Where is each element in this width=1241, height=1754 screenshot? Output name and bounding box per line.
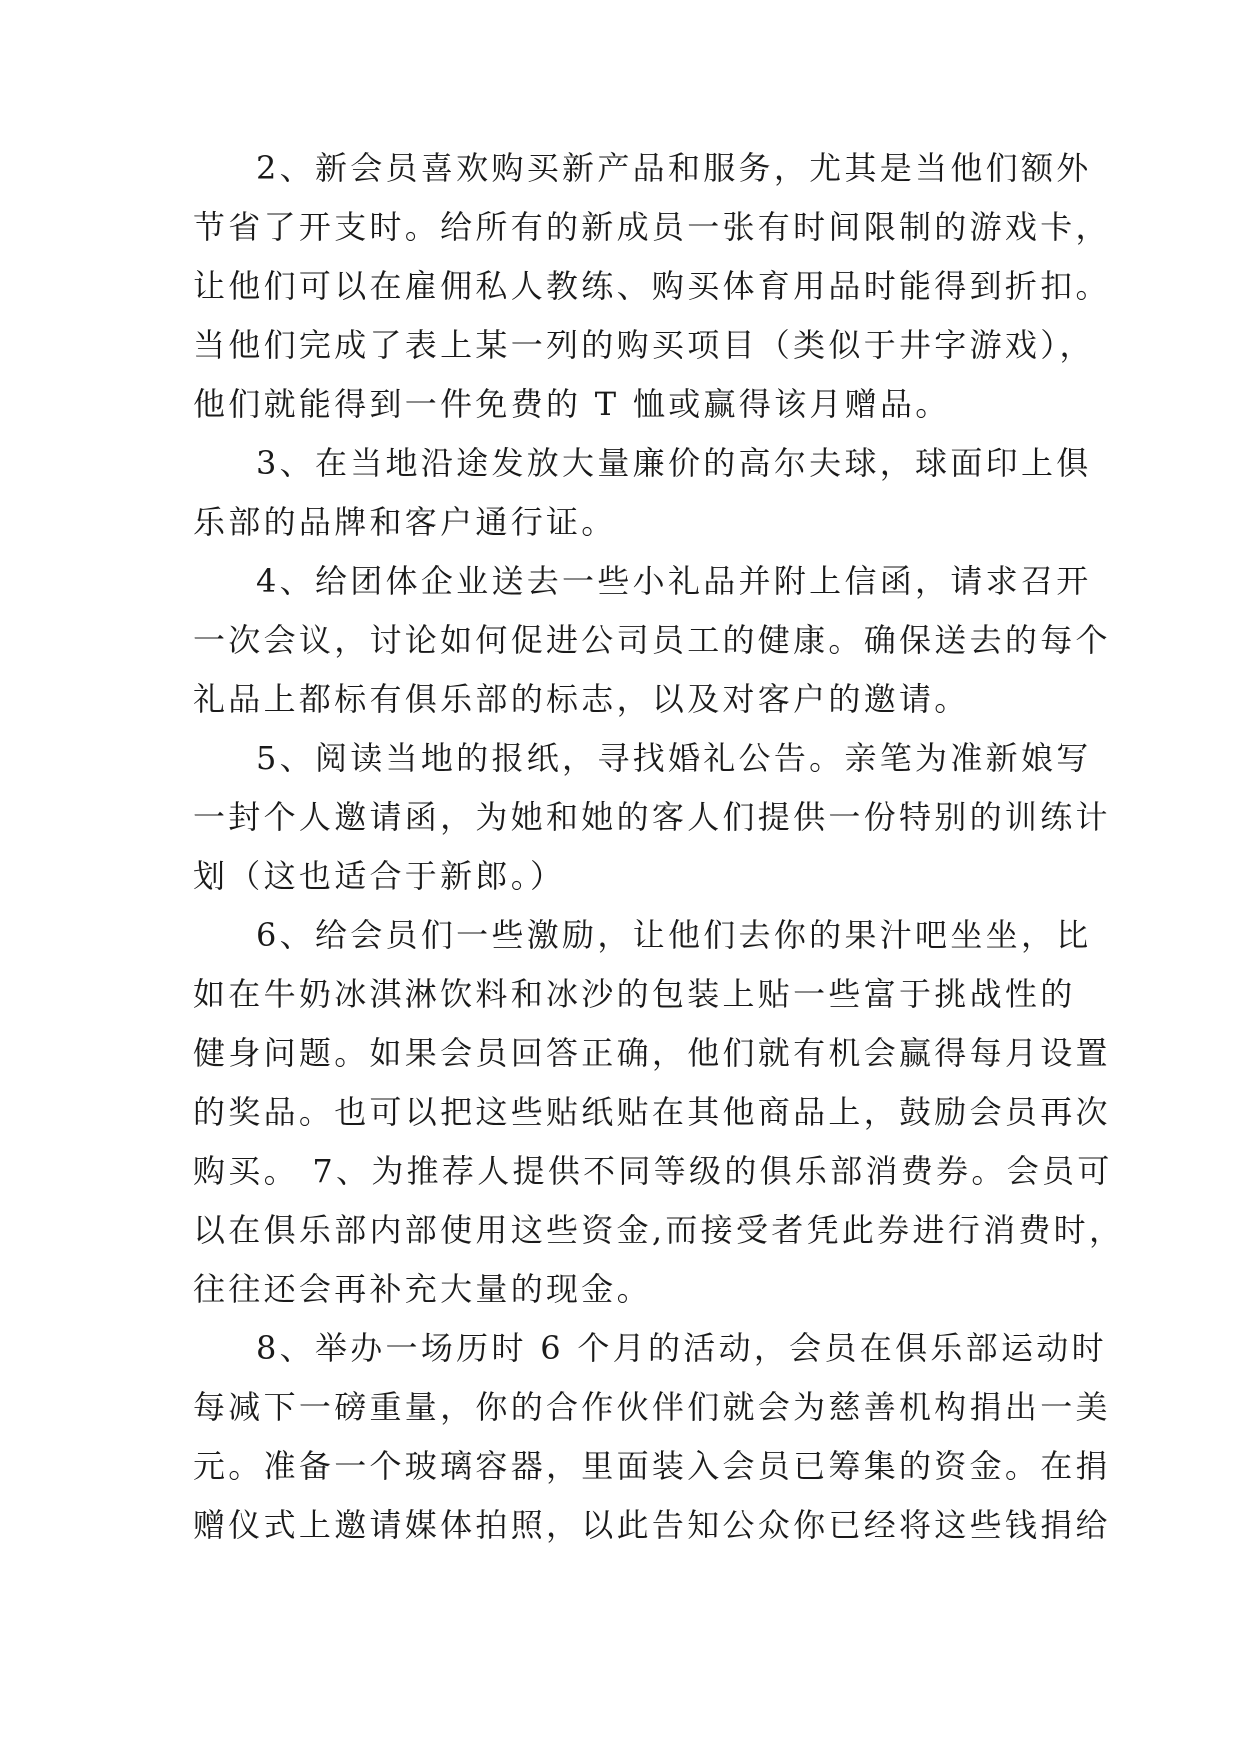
text-line: 他们就能得到一件免费的 T 恤或赢得该月赠品。 bbox=[193, 385, 951, 423]
text-line: 一封个人邀请函，为她和她的客人们提供一份特别的训练计 bbox=[193, 798, 1111, 836]
text-line: 当他们完成了表上某一列的购买项目（类似于井字游戏）， bbox=[193, 326, 1095, 364]
text-line: 乐部的品牌和客户通行证。 bbox=[193, 503, 617, 541]
text-line: 3、在当地沿途发放大量廉价的高尔夫球，球面印上俱 bbox=[256, 444, 1092, 482]
text-line: 健身问题。如果会员回答正确，他们就有机会赢得每月设置 bbox=[193, 1034, 1111, 1072]
text-line: 节省了开支时。给所有的新成员一张有时间限制的游戏卡， bbox=[193, 208, 1111, 246]
text-line: 划（这也适合于新郎。） bbox=[193, 857, 566, 895]
text-line: 5、阅读当地的报纸，寻找婚礼公告。亲笔为准新娘写 bbox=[256, 739, 1092, 777]
text-line: 每减下一磅重量，你的合作伙伴们就会为慈善机构捐出一美 bbox=[193, 1388, 1111, 1426]
text-line: 一次会议，讨论如何促进公司员工的健康。确保送去的每个 bbox=[193, 621, 1111, 659]
text-line: 4、给团体企业送去一些小礼品并附上信函，请求召开 bbox=[256, 562, 1092, 600]
text-line: 2、新会员喜欢购买新产品和服务，尤其是当他们额外 bbox=[256, 149, 1092, 187]
text-line: 元。准备一个玻璃容器，里面装入会员已筹集的资金。在捐 bbox=[193, 1447, 1111, 1485]
text-line: 购买。 7、为推荐人提供不同等级的俱乐部消费券。会员可 bbox=[193, 1152, 1113, 1190]
text-line: 以在俱乐部内部使用这些资金,而接受者凭此券进行消费时， bbox=[193, 1211, 1125, 1249]
text-line: 往往还会再补充大量的现金。 bbox=[193, 1270, 652, 1308]
text-line: 让他们可以在雇佣私人教练、购买体育用品时能得到折扣。 bbox=[193, 267, 1111, 305]
text-line: 礼品上都标有俱乐部的标志，以及对客户的邀请。 bbox=[193, 680, 970, 718]
text-line: 的奖品。也可以把这些贴纸贴在其他商品上，鼓励会员再次 bbox=[193, 1093, 1111, 1131]
text-line: 6、给会员们一些激励，让他们去你的果汁吧坐坐，比 bbox=[256, 916, 1092, 954]
text-line: 赠仪式上邀请媒体拍照，以此告知公众你已经将这些钱捐给 bbox=[193, 1506, 1111, 1544]
text-line: 如在牛奶冰淇淋饮料和冰沙的包装上贴一些富于挑战性的 bbox=[193, 975, 1076, 1013]
text-line: 8、举办一场历时 6 个月的活动，会员在俱乐部运动时 bbox=[256, 1329, 1107, 1367]
